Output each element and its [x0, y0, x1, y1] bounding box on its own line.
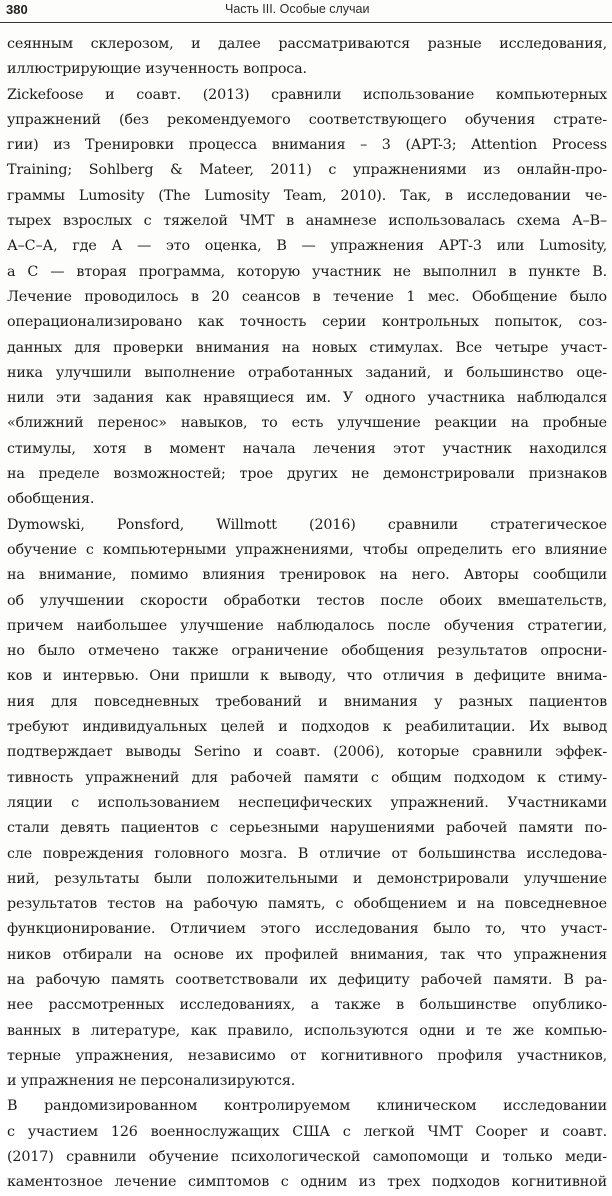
- text-line: тырех взрослых с тяжелой ЧМТ в анамнезе использовалась схема А–В–: [7, 213, 607, 230]
- text-line: результатов тестов на рабочую память, с обобщением и на повседневное: [7, 896, 607, 913]
- text-line: и упражнения не персонализируются.: [7, 1073, 296, 1090]
- text-line: стали девять пациентов с серьезными нарушениями рабочей памяти по-: [7, 820, 607, 837]
- text-line: обучение с компьютерными упражнениями, чтобы определить его влияние: [7, 541, 607, 558]
- page-number: 380: [6, 2, 28, 17]
- text-line: сеянным склерозом, и далее рассматриваются разные исследования,: [7, 36, 607, 52]
- text-line: но было отмечено также ограничение обобщения результатов опросни-: [7, 643, 607, 660]
- text-line: на пределе возможностей; трое других не демонстрировали признаков: [7, 466, 607, 483]
- text-line: Zickefoose и соавт. (2013) сравнили использование компьютерных: [7, 86, 607, 103]
- text-line: (2017) сравнили обучение психологической самопомощи и только меди-: [7, 1149, 607, 1166]
- text-line: причем наибольшее улучшение наблюдалось после обучения стратегии,: [7, 617, 607, 634]
- section-title: Часть III. Особые случаи: [225, 2, 370, 16]
- text-line: подтверждает выводы Serino и соавт. (2006), которые сравнили эффек-: [7, 744, 607, 761]
- text-line: сле повреждения головного мозга. В отличие от большинства исследова-: [7, 845, 607, 862]
- text-line: граммы Lumosity (The Lumosity Team, 2010). Так, в исследовании че-: [7, 187, 607, 204]
- text-line: ний, результаты были положительными и демонстрировали улучшение: [7, 870, 607, 887]
- text-line: функционирование. Отличием этого исследования было то, что участ-: [7, 921, 607, 938]
- text-line: Лечение проводилось в 20 сеансов в течение 1 мес. Обобщение было: [7, 288, 607, 305]
- text-line: с участием 126 военнослужащих США с легкой ЧМТ Cooper и соавт.: [7, 1123, 607, 1140]
- text-line: ников отбирали на основе их профилей внимания, так что упражнения: [7, 946, 607, 963]
- text-line: на внимание, помимо влияния тренировок на него. Авторы сообщили: [7, 567, 607, 584]
- text-line: операционализировано как точность серии контрольных попыток, соз-: [7, 314, 607, 331]
- text-line: каментозное лечение симптомов с одним из трех подходов когнитивной: [7, 1174, 607, 1191]
- text-line: стимулы, хотя в момент начала лечения этот участник находился: [7, 440, 607, 457]
- text-line: ния для повседневных требований и внимания у разных пациентов: [7, 693, 607, 710]
- text-line: Dymowski, Ponsford, Willmott (2016) сравнили стратегическое: [7, 516, 607, 533]
- text-line: данных для проверки внимания на новых стимулах. Все четыре участ-: [7, 339, 607, 356]
- text-line: нее рассмотренных исследованиях, а также в большинстве опублико-: [7, 997, 607, 1014]
- running-header: [0, 0, 612, 23]
- text-line: терные упражнения, независимо от когнитивного профиля участников,: [7, 1047, 607, 1064]
- text-line: ника улучшили выполнение отработанных заданий, и большинство оце-: [7, 364, 607, 381]
- text-line: «ближний перенос» навыков, то есть улучшение реакции на пробные: [7, 415, 607, 432]
- text-line: ванных в литературе, как правило, используются одни и те же компью-: [7, 1022, 607, 1039]
- text-line: а С — вторая программа, которую участник не выполнил в пункте В.: [7, 263, 607, 280]
- text-line: тивность упражнений для рабочей памяти с общим подходом к стиму-: [7, 769, 607, 786]
- text-line: об улучшении скорости обработки тестов после обоих вмешательств,: [7, 592, 607, 609]
- body-text: [7, 32, 607, 1196]
- text-line: ков и интервью. Они пришли к выводу, что отличия в дефиците внима-: [7, 668, 607, 685]
- text-line: обобщения.: [7, 491, 95, 508]
- text-line: нили эти задания как нравящиеся им. У одного участника наблюдался: [7, 390, 607, 407]
- text-line: гии) из Тренировки процесса внимания – 3 (APT-3; Attention Process: [7, 137, 607, 154]
- text-line: требуют индивидуальных целей и подходов к реабилитации. Их вывод: [7, 719, 607, 736]
- text-line: А–С–А, где А — это оценка, В — упражнения АРТ-3 или Lumosity,: [7, 238, 607, 255]
- text-line: В рандомизированном контролируемом клиническом исследовании: [7, 1098, 607, 1115]
- text-line: ляции с использованием неспецифических упражнений. Участниками: [7, 794, 607, 811]
- text-line: упражнений (без рекомендуемого соответствующего обучения страте-: [7, 111, 607, 128]
- text-line: на рабочую память соответствовали их дефициту рабочей памяти. В ра-: [7, 971, 607, 988]
- text-line: иллюстрирующие изученность вопроса.: [7, 61, 307, 78]
- text-line: Training; Sohlberg & Mateer, 2011) с упражнениями из онлайн-про-: [7, 162, 607, 179]
